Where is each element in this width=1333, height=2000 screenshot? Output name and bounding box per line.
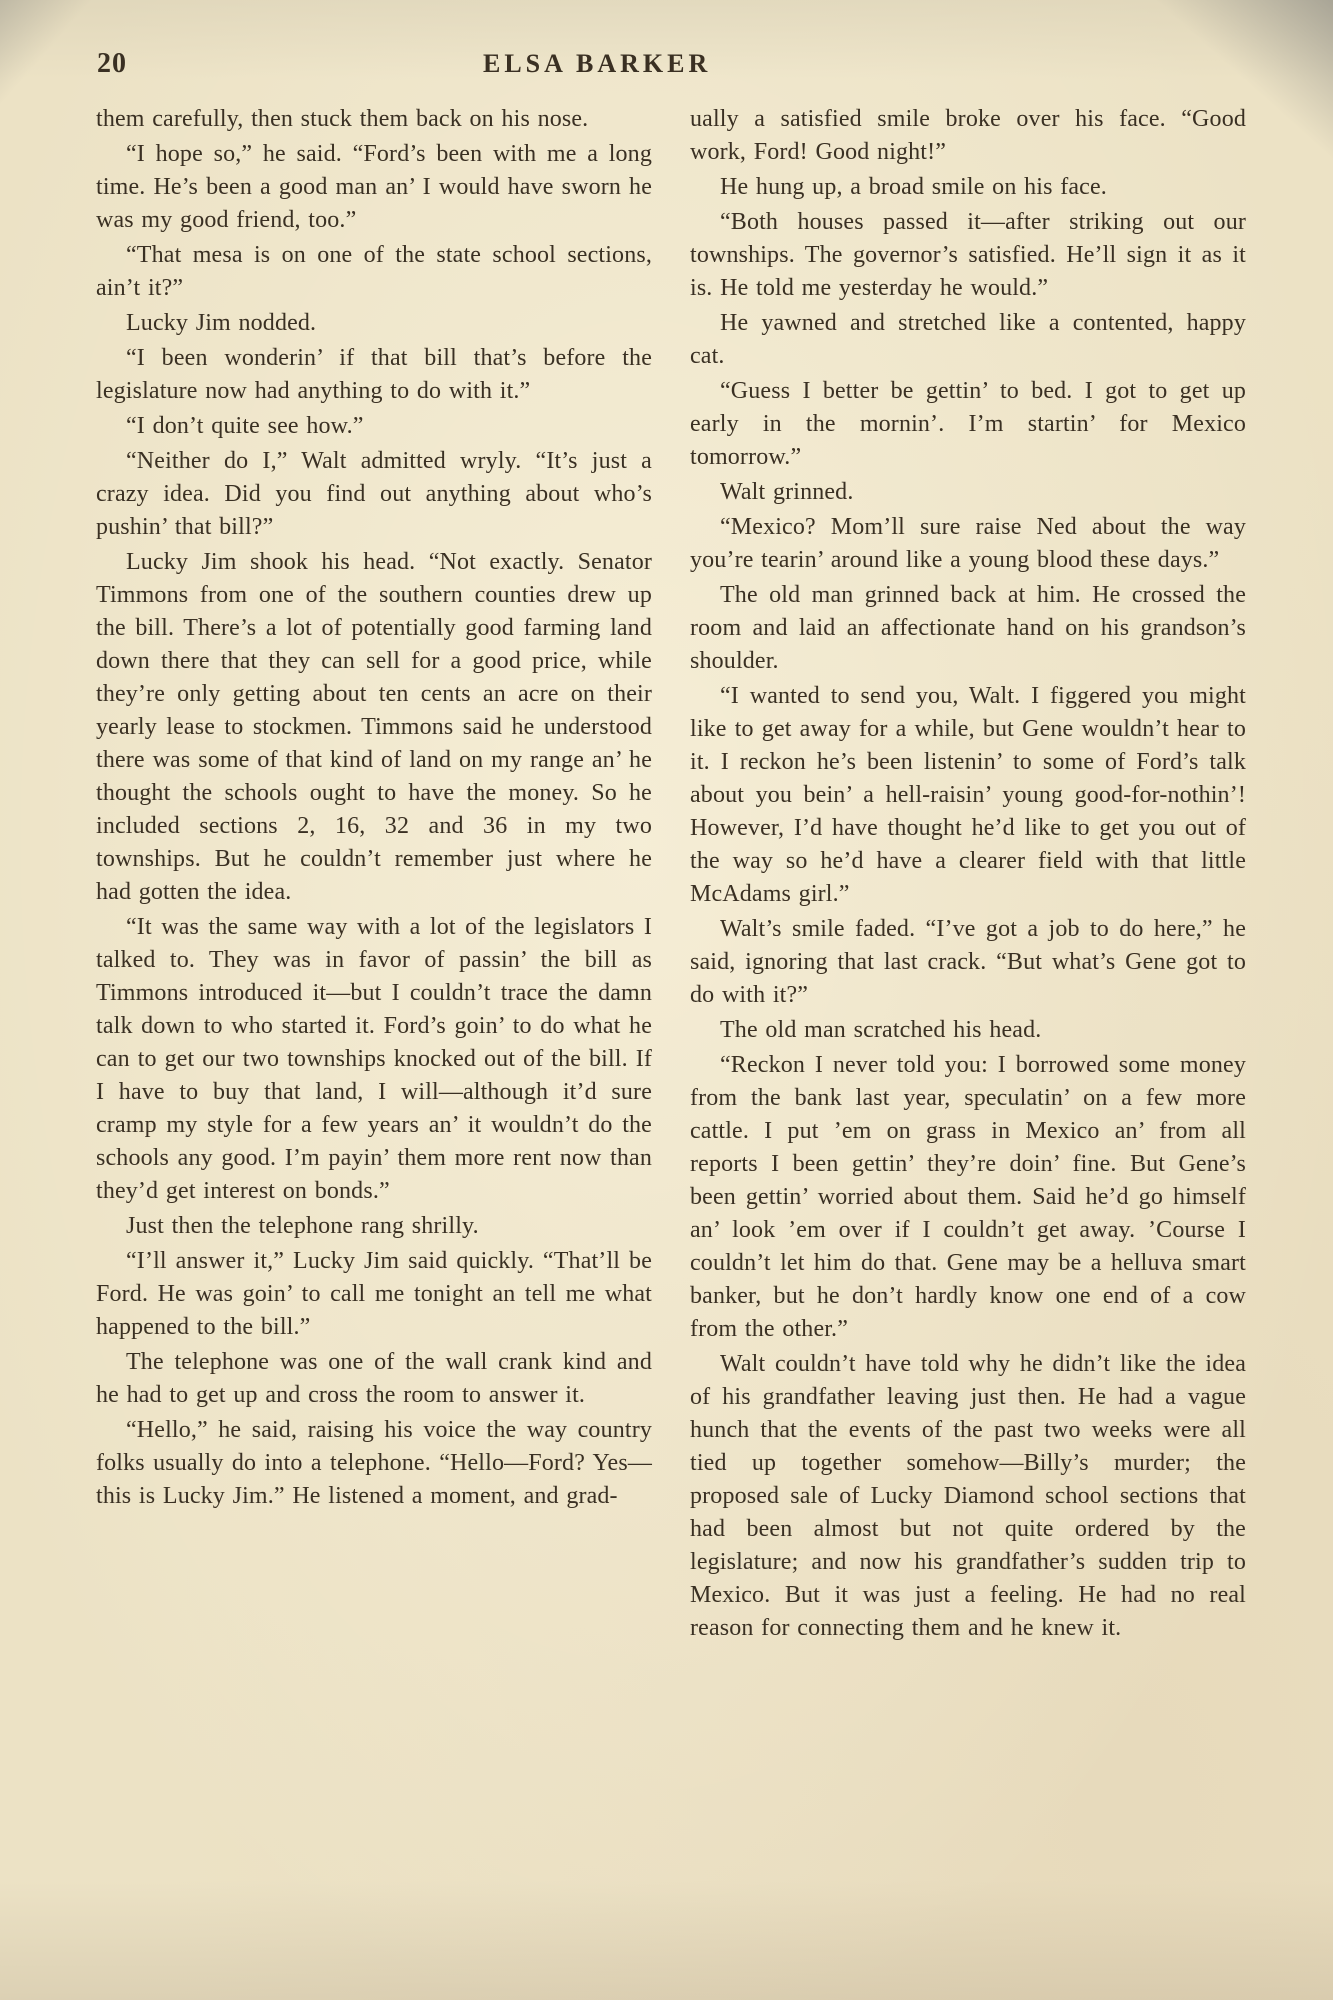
paragraph: “Guess I better be gettin’ to bed. I got to get up early in the mornin’. I’m startin’ for Mexico tomorrow.” xyxy=(690,378,1246,470)
paragraph: Lucky Jim shook his head. “Not exactly. Senator Timmons from one of the southern counties drew up the bill. There’s a lot of potentially good farming land down there that they can sell for a good price, while they’re only getting about ten cents an acre on their yearly lease to stockmen. Timmons said he understood there was some of that kind of land on my range an’ he thought the schools ought to have the money. So he included sections 2, 16, 32 and 36 in my two townships. But he couldn’t remember just where he had gotten the idea. xyxy=(96,549,652,905)
paragraph: The old man scratched his head. xyxy=(720,1017,1042,1043)
paragraph: “I hope so,” he said. “Ford’s been with me a long time. He’s been a good man an’ I would have sworn he was my good friend, too.” xyxy=(96,141,652,233)
paragraph: Walt grinned. xyxy=(720,479,854,505)
page-number: 20 xyxy=(97,48,127,79)
paragraph: “Both houses passed it—after striking out our townships. The governor’s satisfied. He’ll sign it as it is. He told me yesterday he would.” xyxy=(690,209,1246,301)
paragraph: “I don’t quite see how.” xyxy=(126,413,364,439)
running-head: ELSA BARKER xyxy=(483,49,712,78)
paragraph: “Mexico? Mom’ll sure raise Ned about the way you’re tearin’ around like a young blood these days.” xyxy=(690,514,1246,573)
paragraph: ually a satisfied smile broke over his face. “Good work, Ford! Good night!” xyxy=(690,106,1246,165)
paragraph: The old man grinned back at him. He crossed the room and laid an affectionate hand on his grandson’s shoulder. xyxy=(690,582,1246,674)
paragraph: “It was the same way with a lot of the legislators I talked to. They was in favor of passin’ the bill as Timmons introduced it—but I couldn’t trace the damn talk down to who started it. Ford’s goin’ to do what he can to get our two townships knocked out of the bill. If I have to buy that land, I will—although it’d sure cramp my style for a few years an’ it wouldn’t do the schools any good. I’m payin’ them more rent now than they’d get interest on bonds.” xyxy=(96,914,652,1204)
paragraph: Just then the telephone rang shrilly. xyxy=(126,1213,479,1239)
paragraph: “I been wonderin’ if that bill that’s before the legislature now had anything to do with it.” xyxy=(96,345,652,404)
right-column xyxy=(690,103,1246,1645)
paragraph: “I’ll answer it,” Lucky Jim said quickly. “That’ll be Ford. He was goin’ to call me tonight an tell me what happened to the bill.” xyxy=(96,1248,652,1340)
paragraph: “Neither do I,” Walt admitted wryly. “It’s just a crazy idea. Did you find out anything about who’s pushin’ that bill?” xyxy=(96,448,652,540)
paragraph: them carefully, then stuck them back on his nose. xyxy=(96,106,589,132)
paragraph: “Reckon I never told you: I borrowed some money from the bank last year, speculatin’ on a few more cattle. I put ’em on grass in Mexico an’ from all reports I been gettin’ they’re doin’ fine. But Gene’s been gettin’ worried about them. Said he’d go himself an’ look ’em over if I couldn’t get away. ’Course I couldn’t let him do that. Gene may be a helluva smart banker, but he don’t hardly know one end of a cow from the other.” xyxy=(690,1052,1246,1342)
paragraph: Walt couldn’t have told why he didn’t like the idea of his grandfather leaving just then. He had a vague hunch that the events of the past two weeks were all tied up together somehow—Billy’s murder; the proposed sale of Lucky Diamond school sections that had been almost but not quite ordered by the legislature; and now his grandfather’s sudden trip to Mexico. But it was just a feeling. He had no real reason for connecting them and he knew it. xyxy=(690,1351,1246,1641)
paragraph: Lucky Jim nodded. xyxy=(126,310,317,336)
paragraph: Walt’s smile faded. “I’ve got a job to do here,” he said, ignoring that last crack. “But what’s Gene got to do with it?” xyxy=(690,916,1246,1008)
paragraph: He hung up, a broad smile on his face. xyxy=(720,174,1107,200)
paragraph: The telephone was one of the wall crank kind and he had to get up and cross the room to answer it. xyxy=(96,1349,652,1408)
left-column xyxy=(96,103,652,1513)
paragraph: “Hello,” he said, raising his voice the way country folks usually do into a telephone. “Hello—Ford? Yes—this is Lucky Jim.” He listened a moment, and grad- xyxy=(96,1417,652,1509)
paragraph: He yawned and stretched like a contented, happy cat. xyxy=(690,310,1246,369)
paragraph: “That mesa is on one of the state school sections, ain’t it?” xyxy=(96,242,652,301)
paragraph: “I wanted to send you, Walt. I figgered you might like to get away for a while, but Gene wouldn’t hear to it. I reckon he’s been listenin’ to some of Ford’s talk about you bein’ a hell-raisin’ young good-for-nothin’! However, I’d have thought he’d like to get you out of the way so he’d have a clearer field with that little McAdams girl.” xyxy=(690,683,1246,907)
